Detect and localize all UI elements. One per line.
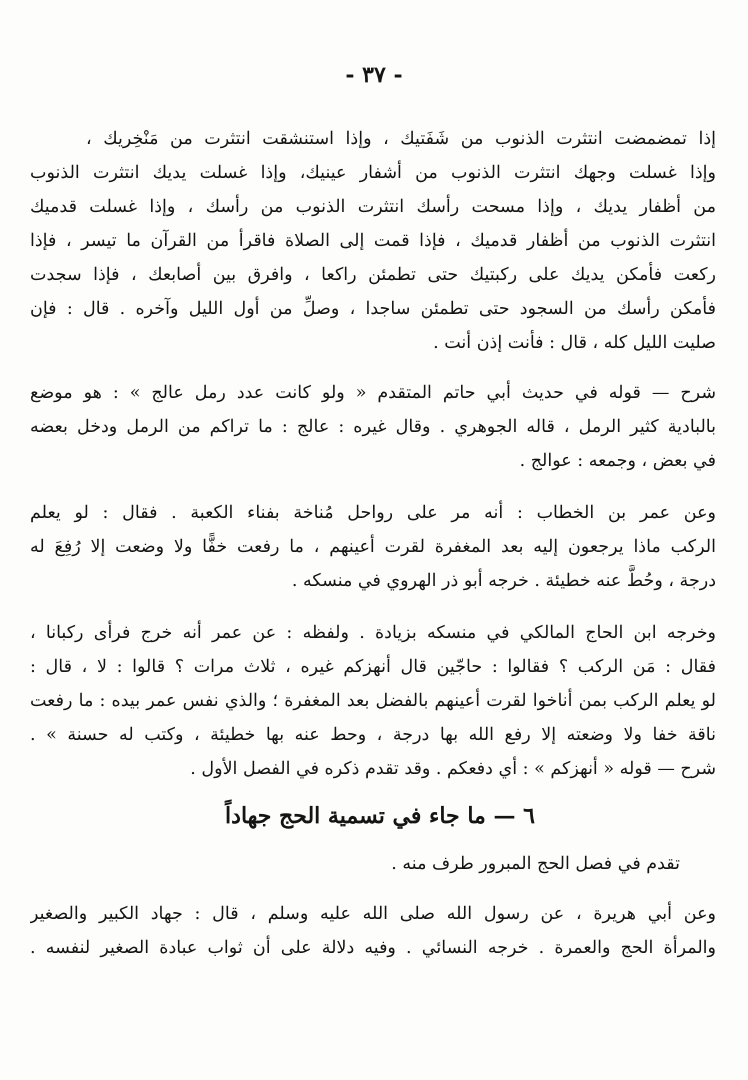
section-heading: ٦ — ما جاء في تسمية الحج جهاداً	[225, 803, 535, 829]
text-line: وعن أبي هريرة ، عن رسول الله صلى الله عليه وسلم ، قال : جهاد الكبير والصغير	[30, 904, 716, 924]
text-line: تقدم في فصل الحج المبرور طرف منه .	[391, 854, 680, 874]
text-line: درجة ، وحُطَّ عنه خطيئة . خرجه أبو ذر الهروي في منسكه .	[291, 571, 716, 591]
text-line: شرح — قوله في حديث أبي حاتم المتقدم « ولو كانت عدد رمل عالج » : هو موضع	[30, 383, 716, 403]
text-line: إذا تمضمضت انتثرت الذنوب من شَفَتيك ، وإذا استنشقت انتثرت من مَنْخِريك ،	[86, 129, 716, 149]
text-line: في بعض ، وجمعه : عوالج .	[519, 451, 716, 471]
text-line: لو يعلم الركب بمن أناخوا لقرت أعينهم بالفضل بعد المغفرة ؛ والذي نفس عمر بيده : ما رفعت	[30, 691, 716, 711]
text-line: فأمكن رأسك من السجود حتى تطمئن ساجدا ، وصلِّ من أول الليل وآخره . قال : فإن	[30, 299, 716, 319]
text-line: انتثرت الذنوب من أظفار قدميك ، فإذا قمت إلى الصلاة فاقرأ من القرآن ما تيسر ، فإذا	[30, 231, 716, 251]
text-line: ناقة خفا ولا وضعته إلا رفع الله بها درجة ، وحط عنه بها خطيئة ، وكتب له حسنة » .	[30, 725, 716, 745]
text-line: من أظفار يديك ، وإذا مسحت رأسك انتثرت الذنوب من رأسك ، وإذا غسلت قدميك	[30, 197, 716, 217]
text-line: شرح — قوله « أنهزكم » : أي دفعكم . وقد تقدم ذكره في الفصل الأول .	[190, 759, 716, 779]
text-line: ركعت فأمكن يديك على ركبتيك حتى تطمئن راكعا ، وافرق بين أصابعك ، فإذا سجدت	[30, 265, 716, 285]
text-line: وإذا غسلت وجهك انتثرت الذنوب من أشفار عينيك، وإذا غسلت يديك انتثرت الذنوب	[30, 163, 716, 183]
text-line: بالبادية كثير الرمل ، قاله الجوهري . وقال غيره : عالج : ما تراكم من الرمل ودخل بعضه	[30, 417, 716, 437]
text-line: وعن عمر بن الخطاب : أنه مر على رواحل مُناخة بفناء الكعبة . فقال : لو يعلم	[30, 503, 716, 523]
text-line: والمرأة الحج والعمرة . خرجه النسائي . وفيه دلالة على أن ثواب عبادة الصغير لنفسه .	[30, 938, 716, 958]
text-line: وخرجه ابن الحاج المالكي في منسكه بزيادة . ولفظه : عن عمر أنه خرج فرأى ركبانا ،	[30, 623, 716, 643]
text-line: الركب ماذا يرجعون إليه بعد المغفرة لقرت أعينهم ، ما رفعت خفًّا ولا وضعت إلا رُفِعَ له	[30, 537, 716, 557]
page-number: - ٣٧ -	[345, 62, 403, 88]
text-line: فقال : مَن الركب ؟ فقالوا : حاجّين قال أنهزكم غيره ، ثلاث مرات ؟ قالوا : لا ، قال :	[30, 657, 716, 677]
text-line: صليت الليل كله ، قال : فأنت إذن أنت .	[433, 333, 716, 353]
